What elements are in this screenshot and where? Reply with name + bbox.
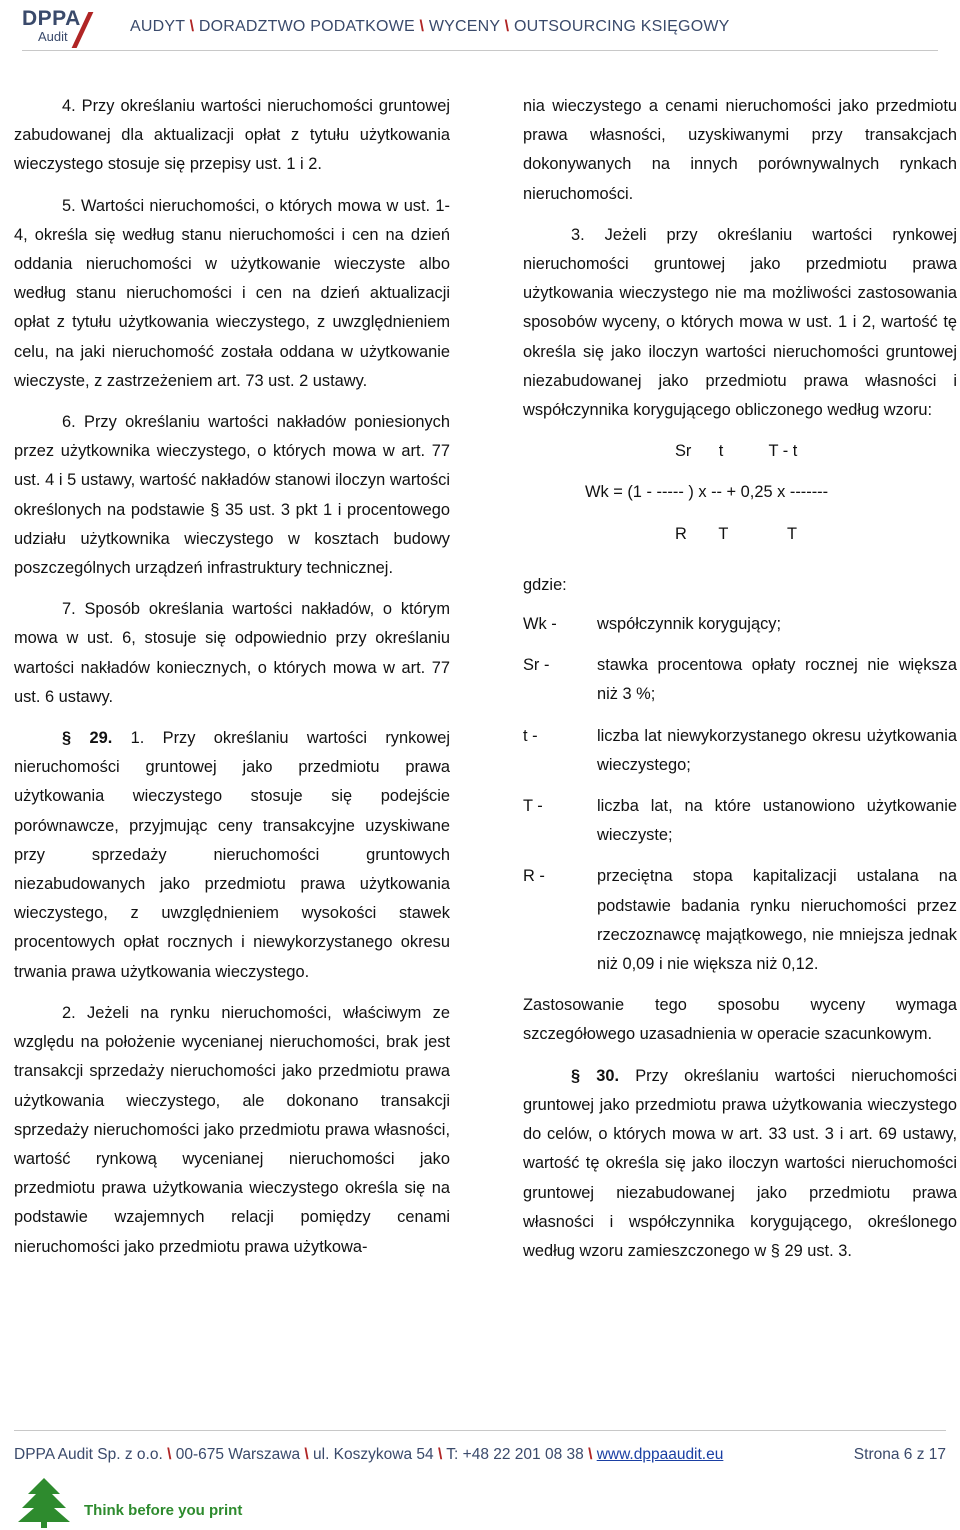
footer-divider	[14, 1430, 946, 1431]
header-service-audit: AUDYT	[130, 18, 185, 35]
definition-symbol: t -	[523, 726, 538, 745]
definition-symbol: Sr -	[523, 656, 550, 675]
footer-separator: \	[304, 1446, 309, 1463]
symbol-definitions	[523, 610, 957, 979]
paragraph-6: 6. Przy określaniu wartości nakładów poniesionych przez użytkownika wieczystego, o których mowa w art. 77 ust. 4 i 5 ustawy, wartość nakładów stanowi iloczyn wartości określonych na podstawie § 35 ust. 3 pkt 1 i procentowego udziału użytkownika wieczystego w kosztach budowy poszczególnych urządzeń infrastruktury technicznej.	[14, 413, 450, 578]
section-30-number: § 30.	[571, 1066, 620, 1085]
left-column	[14, 92, 450, 1274]
section-30	[523, 1062, 957, 1266]
footer-slogan: Think before you print	[84, 1502, 243, 1519]
paragraph-4: 4. Przy określaniu wartości nieruchomości gruntowej zabudowanej dla aktualizacji opłat z tytułu użytkowania wieczystego stosuje się przepisy ust. 1 i 2.	[14, 97, 450, 174]
footer-address-street: ul. Koszykowa 54	[313, 1446, 434, 1463]
definition-symbol: R -	[523, 867, 545, 886]
formula-denominators: R T T	[675, 524, 798, 543]
section-29-text: 1. Przy określaniu wartości rynkowej nieruchomości gruntowej jako przedmiotu prawa użytkowania wieczystego stosuje się podejście porównawcze, przyjmując ceny transakcyjne uzyskiwane przy sprzedaży nieruchomości gruntowych niezabudowanych jako przedmiotu prawa użytkowania wieczystego, z uwzględnieniem wysokości stawek procentowych opłat rocznych i niewykorzystanego okresu trwania prawa użytkowania wieczystego.	[14, 729, 450, 981]
paragraph-5: 5. Wartości nieruchomości, o których mowa w ust. 1-4, określa się według stanu nieruchomości i cen na dzień oddania nieruchomości w użytkowanie wieczyste albo według stanu nieruchomości i cen na dzień aktualizacji opłat z tytułu użytkowania wieczystego, z uwzględnieniem celu, na jaki nieruchomość została oddana w użytkowanie wieczyste, z zastrzeżeniem art. 73 ust. 2 ustawy.	[14, 196, 450, 390]
footer-website-link[interactable]: www.dppaaudit.eu	[596, 1446, 724, 1463]
header-service-valuation: WYCENY	[428, 18, 500, 35]
formula	[523, 437, 957, 549]
zastosowanie-note: Zastosowanie tego sposobu wyceny wymaga szczegółowego uzasadnienia w operacie szacunkowym.	[523, 996, 957, 1044]
header-service-tax: DORADZTWO PODATKOWE	[198, 18, 415, 35]
company-logo	[22, 8, 96, 48]
definition-description: liczba lat niewykorzystanego okresu użytkowania wieczystego;	[597, 726, 957, 774]
header-separator: \	[419, 18, 425, 35]
paragraph-2-continued: nia wieczystego a cenami nieruchomości jako przedmiotu prawa własności, uzyskiwanymi przy transakcjach dokonywanych na innych porównywalnych rynkach nieruchomości.	[523, 97, 957, 203]
page-number: Strona 6 z 17	[853, 1446, 946, 1463]
footer-address-city: 00-675 Warszawa	[175, 1446, 301, 1463]
header-services	[130, 18, 730, 36]
definition-item	[523, 722, 957, 780]
logo-sub-text: Audit	[38, 29, 68, 44]
section-29-paragraph-2: 2. Jeżeli na rynku nieruchomości, właściwym ze względu na położenie wycenianej nieruchomości, brak jest transakcji sprzedaży nieruchomości jako przedmiotu prawa użytkowania wieczystego, ale dokonano transakcji sprzedaży nieruchomości jako przedmiotu prawa własności, wartość rynkową wycenianej nieruchomości jako przedmiotu prawa użytkowania wieczystego określa się na podstawie wzajemnych relacji pomiędzy cenami nieruchomości jako przedmiotu prawa użytkowa-	[14, 1003, 450, 1256]
formula-main: Wk = (1 - ----- ) x -- + 0,25 x -------	[585, 483, 829, 502]
legend-intro: gdzie:	[523, 575, 567, 594]
header-separator: \	[504, 18, 510, 35]
footer-company: DPPA Audit Sp. z o.o.	[14, 1446, 163, 1463]
section-29	[14, 724, 450, 987]
footer-contact	[14, 1446, 723, 1464]
definition-symbol: T -	[523, 797, 543, 816]
header-divider	[22, 50, 938, 51]
formula-numerators: Sr t T - t	[675, 442, 798, 461]
tree-icon	[16, 1476, 72, 1528]
header-separator: \	[189, 18, 195, 35]
footer-separator: \	[167, 1446, 172, 1463]
page-header	[0, 0, 960, 60]
section-30-text: Przy określaniu wartości nieruchomości gruntowej jako przedmiotu prawa użytkowania wieczystego do celów, o których mowa w art. 33 ust. 3 i art. 69 ustawy, wartość tę określa się jako iloczyn wartości nieruchomości gruntowej niezabudowanej jako przedmiotu prawa własności i współczynnika korygującego, określonego według wzoru zamieszczonego w § 29 ust. 3.	[523, 1066, 957, 1260]
footer-phone: T: +48 22 201 08 38	[446, 1446, 584, 1463]
definition-item	[523, 862, 957, 979]
logo-main-text: DPPA	[22, 7, 81, 30]
definition-item	[523, 651, 957, 709]
footer-separator: \	[437, 1446, 443, 1463]
definition-symbol: Wk -	[523, 615, 557, 634]
definition-item	[523, 610, 957, 639]
page-footer	[0, 1430, 960, 1530]
definition-description: współczynnik korygujący;	[597, 615, 782, 634]
right-column	[523, 92, 957, 1278]
definition-description: stawka procentowa opłaty rocznej nie większa niż 3 %;	[597, 656, 957, 704]
header-service-outsourcing: OUTSOURCING KSIĘGOWY	[513, 18, 730, 35]
section-29-number: § 29.	[62, 729, 113, 748]
section-29-paragraph-3: 3. Jeżeli przy określaniu wartości rynkowej nieruchomości gruntowej jako przedmiotu prawa użytkowania wieczystego nie ma możliwości zastosowania sposobów wyceny, o których mowa w ust. 1 i 2, wartość tę określa się jako iloczyn wartości nieruchomości gruntowej niezabudowanej jako przedmiotu prawa własności i współczynnika korygującego obliczonego według wzoru:	[523, 225, 957, 420]
definition-description: przeciętna stopa kapitalizacji ustalana na podstawie badania rynku nieruchomości przez rzeczoznawcę majątkowego, nie mniejsza jednak niż 0,09 i nie większa niż 0,12.	[597, 867, 957, 974]
footer-separator: \	[588, 1446, 593, 1463]
definition-description: liczba lat, na które ustanowiono użytkowanie wieczyste;	[597, 797, 957, 845]
paragraph-7: 7. Sposób określania wartości nakładów, o którym mowa w ust. 6, stosuje się odpowiednio przy określaniu wartości nakładów koniecznych, o których mowa w art. 77 ust. 6 ustawy.	[14, 600, 450, 706]
definition-item	[523, 792, 957, 850]
